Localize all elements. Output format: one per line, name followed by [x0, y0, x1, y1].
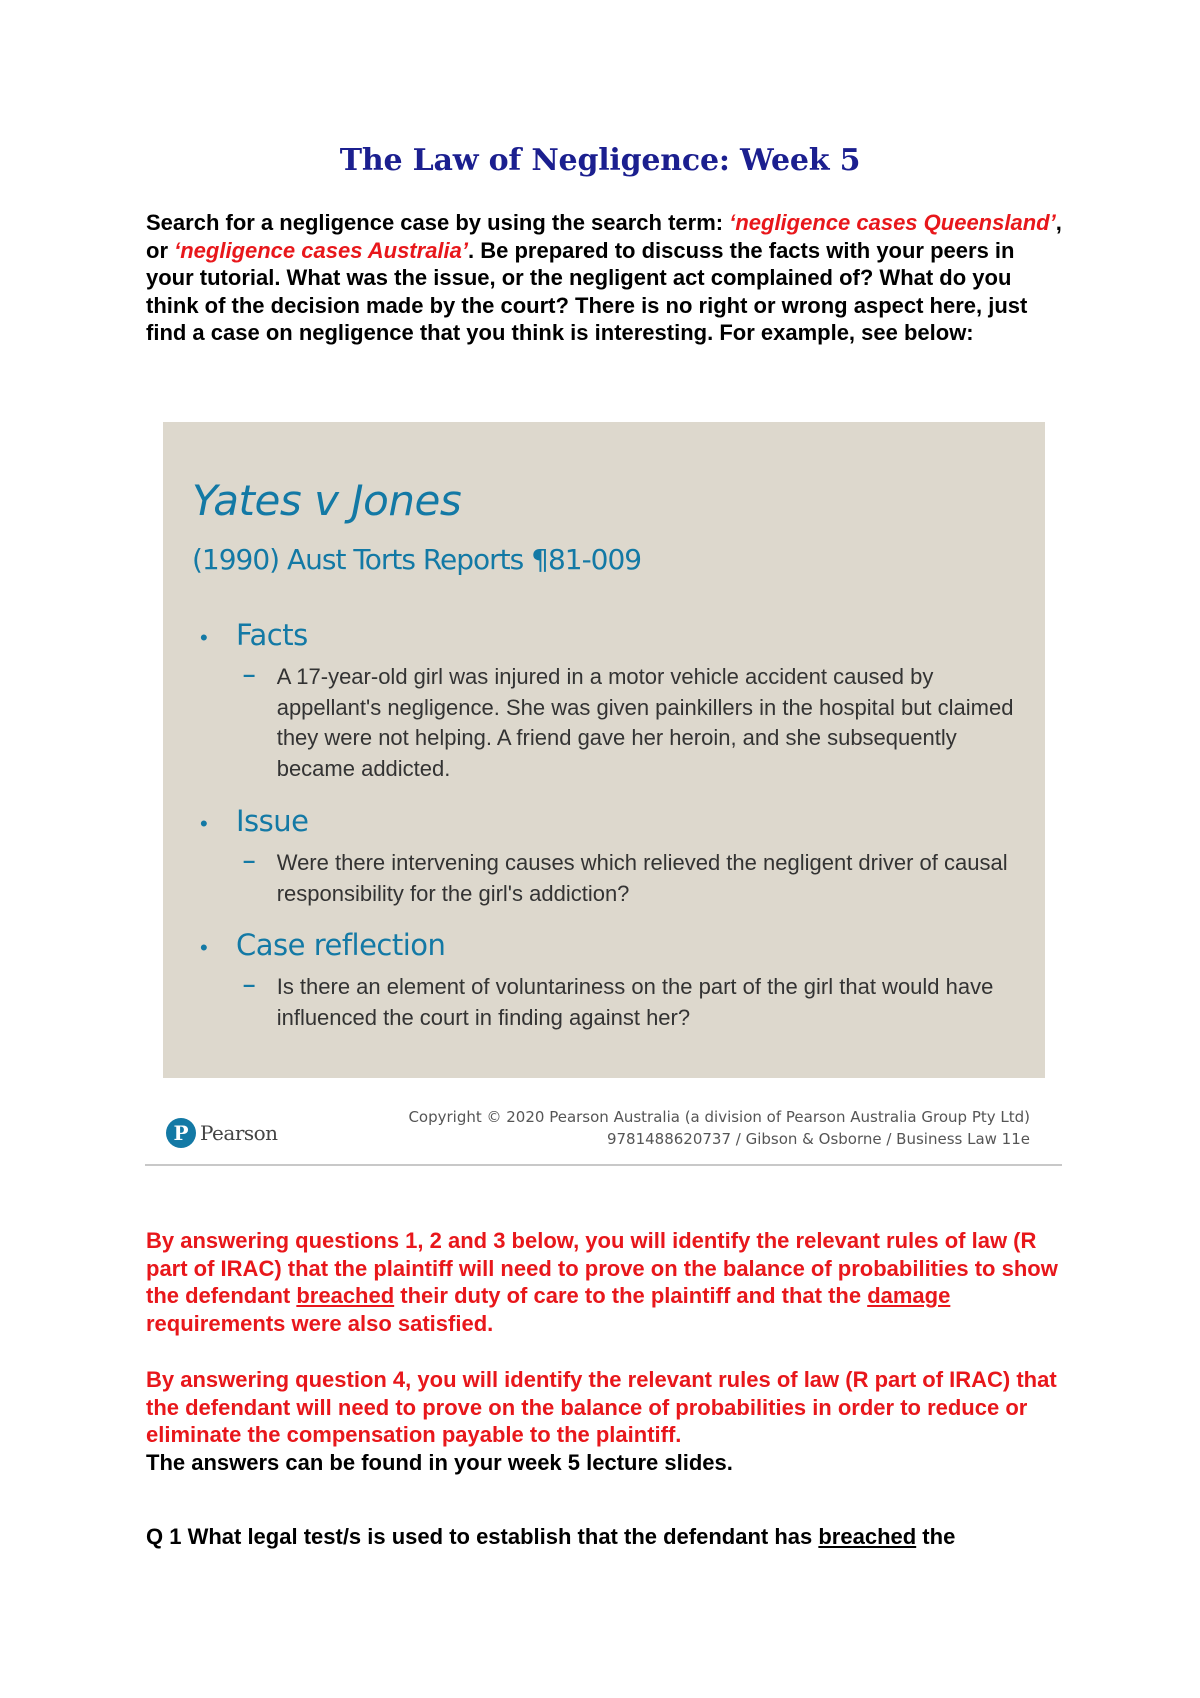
q1-breached: breached: [818, 1524, 917, 1549]
para1-breached: breached: [296, 1283, 395, 1308]
para1-damage: damage: [867, 1283, 951, 1308]
pearson-logo-text: Pearson: [200, 1121, 278, 1145]
q1-text-a: Q 1 What legal test/s is used to establish that the defendant has: [146, 1524, 819, 1549]
search-term-queensland: ‘negligence cases Queensland’: [729, 210, 1056, 235]
para2-note: The answers can be found in your week 5 lecture slides.: [146, 1449, 733, 1475]
para2-red-text: By answering question 4, you will identify the relevant rules of law (R part of IRAC) that the defendant will need to prove on the balance of probabilities in order to reduce or eliminate the compensation payable to the plaintiff.: [146, 1367, 1057, 1447]
facts-text: A 17-year-old girl was injured in a motor vehicle accident caused by appellant's negligence. She was given painkillers in the hospital but claimed they were not helping. A friend gave her heroin, and she subsequently became addicted.: [276, 664, 1014, 781]
pearson-logo-icon: P: [166, 1118, 196, 1148]
intro-text-3: . Be prepared to discuss the facts with your peers in your tutorial. What was the issue, or the negligent act complained of? What do you think of the decision made by the court? There is no right or wrong aspect here, just find a case on negligence that you think is interesting. For example, see below:: [146, 237, 1028, 345]
case-slide: [163, 422, 1045, 1078]
section-heading-reflection: Case reflection: [236, 928, 446, 962]
issue-section: [200, 804, 1040, 909]
issue-text: Were there intervening causes which relieved the negligent driver of causal responsibility for the girl's addiction?: [276, 850, 1008, 906]
para1-text-e: requirements were also satisfied.: [146, 1310, 494, 1336]
divider: [145, 1164, 1062, 1166]
question-1: [146, 1523, 1066, 1551]
dash-icon: –: [243, 662, 256, 687]
pearson-logo: [166, 1118, 278, 1148]
section-heading-facts: Facts: [236, 618, 308, 652]
case-title: Yates v Jones: [192, 476, 462, 525]
copyright-notice: [340, 1106, 1030, 1150]
dash-icon: –: [243, 972, 256, 997]
intro-text-2: , or: [146, 210, 1062, 263]
page-title: The Law of Negligence: Week 5: [339, 143, 861, 178]
bullet-icon: •: [200, 935, 208, 960]
intro-paragraph: [146, 209, 1066, 347]
instruction-paragraph-2: [146, 1366, 1066, 1476]
instruction-paragraph-1: [146, 1227, 1066, 1337]
q1-text-c: the: [916, 1524, 956, 1549]
search-term-australia: ‘negligence cases Australia’: [174, 237, 468, 263]
para1-text-a: By answering questions 1, 2 and 3 below, you will identify the relevant rules of law (R part of IRAC) that the plaintiff will need to prove on the balance of probabilities to show the defendant: [146, 1228, 1058, 1308]
copyright-line-2: 9781488620737 / Gibson & Osborne / Business Law 11e: [606, 1130, 1030, 1148]
bullet-icon: •: [200, 625, 208, 650]
dash-icon: –: [243, 848, 256, 873]
reflection-text: Is there an element of voluntariness on the part of the girl that would have influenced the court in finding against her?: [276, 974, 994, 1030]
case-citation: (1990) Aust Torts Reports ¶81-009: [192, 543, 642, 576]
section-heading-issue: Issue: [236, 804, 309, 838]
reflection-section: [200, 928, 1040, 1033]
para1-text-c: their duty of care to the plaintiff and that the: [394, 1283, 868, 1308]
copyright-line-1: Copyright © 2020 Pearson Australia (a division of Pearson Australia Group Pty Ltd): [408, 1108, 1030, 1126]
intro-text-1: Search for a negligence case by using the search term:: [146, 210, 730, 235]
facts-section: [200, 618, 1040, 784]
bullet-icon: •: [200, 811, 208, 836]
